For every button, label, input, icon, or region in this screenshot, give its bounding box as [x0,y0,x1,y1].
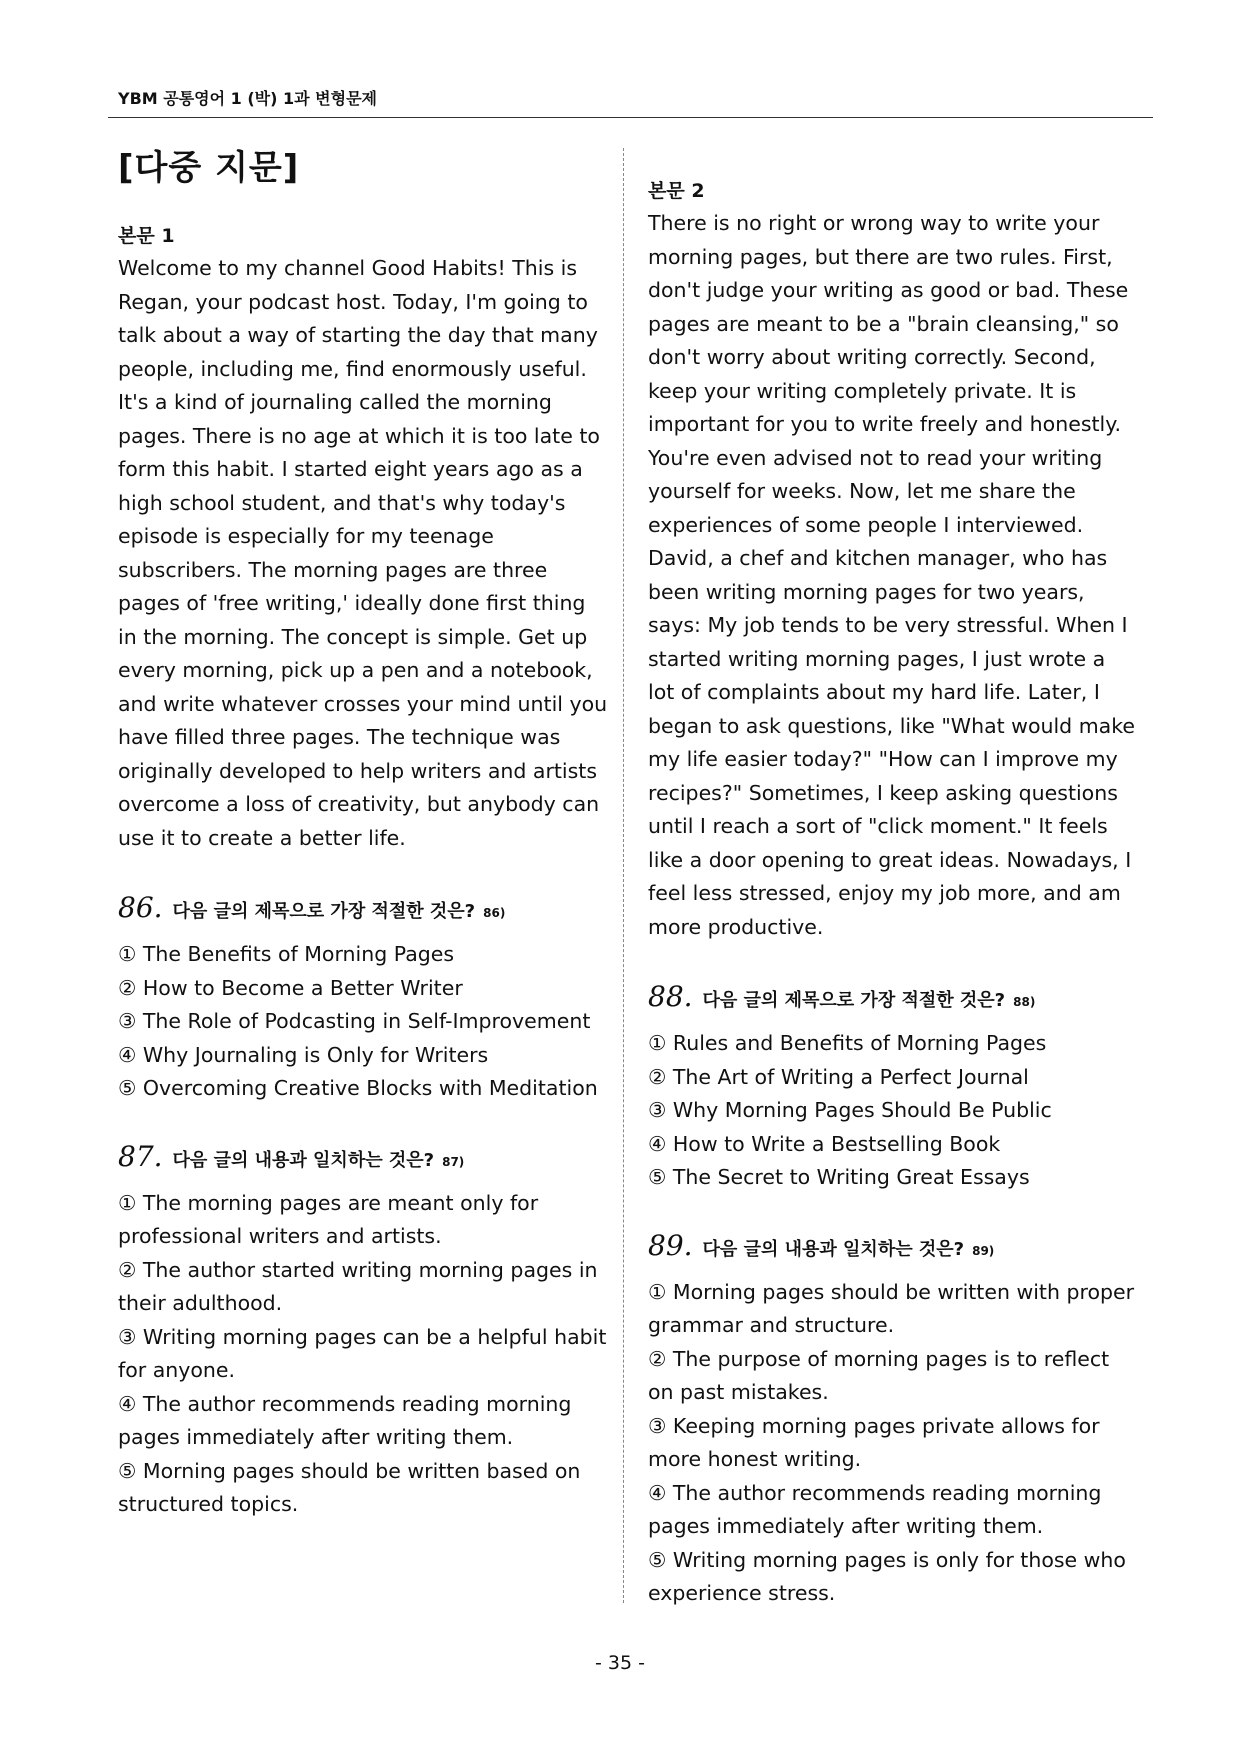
right-column [648,176,1138,1611]
answer-options [118,1187,608,1522]
answer-option: ⑤ Overcoming Creative Blocks with Meditation [118,1076,598,1100]
question-number: 88. [648,980,693,1013]
answer-option: ③ Writing morning pages can be a helpful habit for anyone. [118,1324,607,1382]
answer-option: ④ The author recommends reading morning pages immediately after writing them. [648,1480,1102,1538]
answer-option: ② How to Become a Better Writer [118,975,463,1000]
answer-option: ⑤ The Secret to Writing Great Essays [648,1165,1030,1189]
page-number: - 35 - [595,1652,645,1674]
header-title: YBM 공통영어 1 (박) 1과 변형문제 [118,89,378,108]
passage-1-label: 본문 1 [118,225,175,247]
footnote-ref: 86) [483,906,506,920]
answer-option: ① The Benefits of Morning Pages [118,942,455,966]
question-number: 87. [118,1139,163,1173]
question-prompt: 다음 글의 내용과 일치하는 것은? [702,1238,965,1260]
answer-option: ⑤ Morning pages should be written based on structured topics. [118,1458,581,1516]
left-column [118,140,608,1522]
answer-option: ③ The Role of Podcasting in Self-Improvement [118,1009,591,1033]
answer-option: ② The author started writing morning pages in their adulthood. [118,1257,598,1315]
column-divider [623,148,624,1603]
question-88 [648,980,1138,1195]
question-prompt: 다음 글의 제목으로 가장 적절한 것은? [172,901,476,922]
answer-option: ⑤ Writing morning pages is only for those who experience stress. [648,1547,1126,1605]
question-89 [648,1229,1138,1611]
question-number: 86. [118,891,163,924]
question-86 [118,891,608,1106]
passage-1-text: Welcome to my channel Good Habits! This is Regan, your podcast host. Today, I'm going to talk about a way of starting the day that many people, including me, find enormously useful. It's a kind of journaling called the morning pages. There is no age at which it is too late to form this habit. I started eight years ago as a high school student, and that's why today's episode is especially for my teenage subscribers. The morning pages are three pages of 'free writing,' ideally done first thing in the morning. The concept is simple. Get up every morning, pick up a pen and a notebook, and write whatever crosses your mind until you have filled three pages. The technique was originally developed to help writers and artists overcome a loss of creativity, but anybody can use it to create a better life. [118,256,608,850]
answer-option: ③ Keeping morning pages private allows for more honest writing. [648,1413,1100,1471]
answer-option: ① Morning pages should be written with proper grammar and structure. [648,1279,1135,1337]
answer-options [118,938,608,1106]
question-87 [118,1140,608,1522]
passage-2 [648,176,1138,944]
footnote-ref: 89) [972,1243,995,1258]
footnote-ref: 87) [442,1154,465,1169]
footnote-ref: 88) [1013,995,1036,1009]
passage-1 [118,221,608,855]
section-title: [다중 지문] [118,148,300,188]
answer-options [648,1276,1138,1611]
answer-options [648,1027,1138,1195]
question-prompt: 다음 글의 제목으로 가장 적절한 것은? [702,990,1006,1011]
answer-option: ④ Why Journaling is Only for Writers [118,1042,489,1067]
answer-option: ③ Why Morning Pages Should Be Public [648,1098,1052,1122]
answer-option: ④ How to Write a Bestselling Book [648,1131,1001,1156]
question-header [118,1140,608,1173]
header-divider [108,117,1153,118]
question-header [648,980,1138,1013]
answer-option: ④ The author recommends reading morning pages immediately after writing them. [118,1391,572,1449]
answer-option: ② The purpose of morning pages is to reflect on past mistakes. [648,1346,1110,1404]
answer-option: ② The Art of Writing a Perfect Journal [648,1064,1029,1089]
answer-option: ① Rules and Benefits of Morning Pages [648,1031,1047,1055]
answer-option: ① The morning pages are meant only for professional writers and artists. [118,1190,539,1248]
question-header [118,891,608,924]
question-number: 89. [648,1228,693,1262]
question-prompt: 다음 글의 내용과 일치하는 것은? [172,1149,435,1171]
passage-2-text: There is no right or wrong way to write your morning pages, but there are two rules. First, don't judge your writing as good or bad. These pages are meant to be a "brain cleansing," so don't worry about writing correctly. Second, keep your writing completely private. It is important for you to write freely and honestly. You're even advised not to read your writing yourself for weeks. Now, let me share the experiences of some people I interviewed. David, a chef and kitchen manager, who has been writing morning pages for two years, says: My job tends to be very stressful. When I started writing morning pages, I just wrote a lot of complaints about my hard life. Later, I began to ask questions, like "What would make my life easier today?" "How can I improve my recipes?" Sometimes, I keep asking questions until I reach a sort of "click moment." It feels like a door opening to great ideas. Nowadays, I feel less stressed, enjoy my job more, and am more productive. [648,211,1135,939]
passage-2-label: 본문 2 [648,180,705,202]
question-header [648,1229,1138,1262]
